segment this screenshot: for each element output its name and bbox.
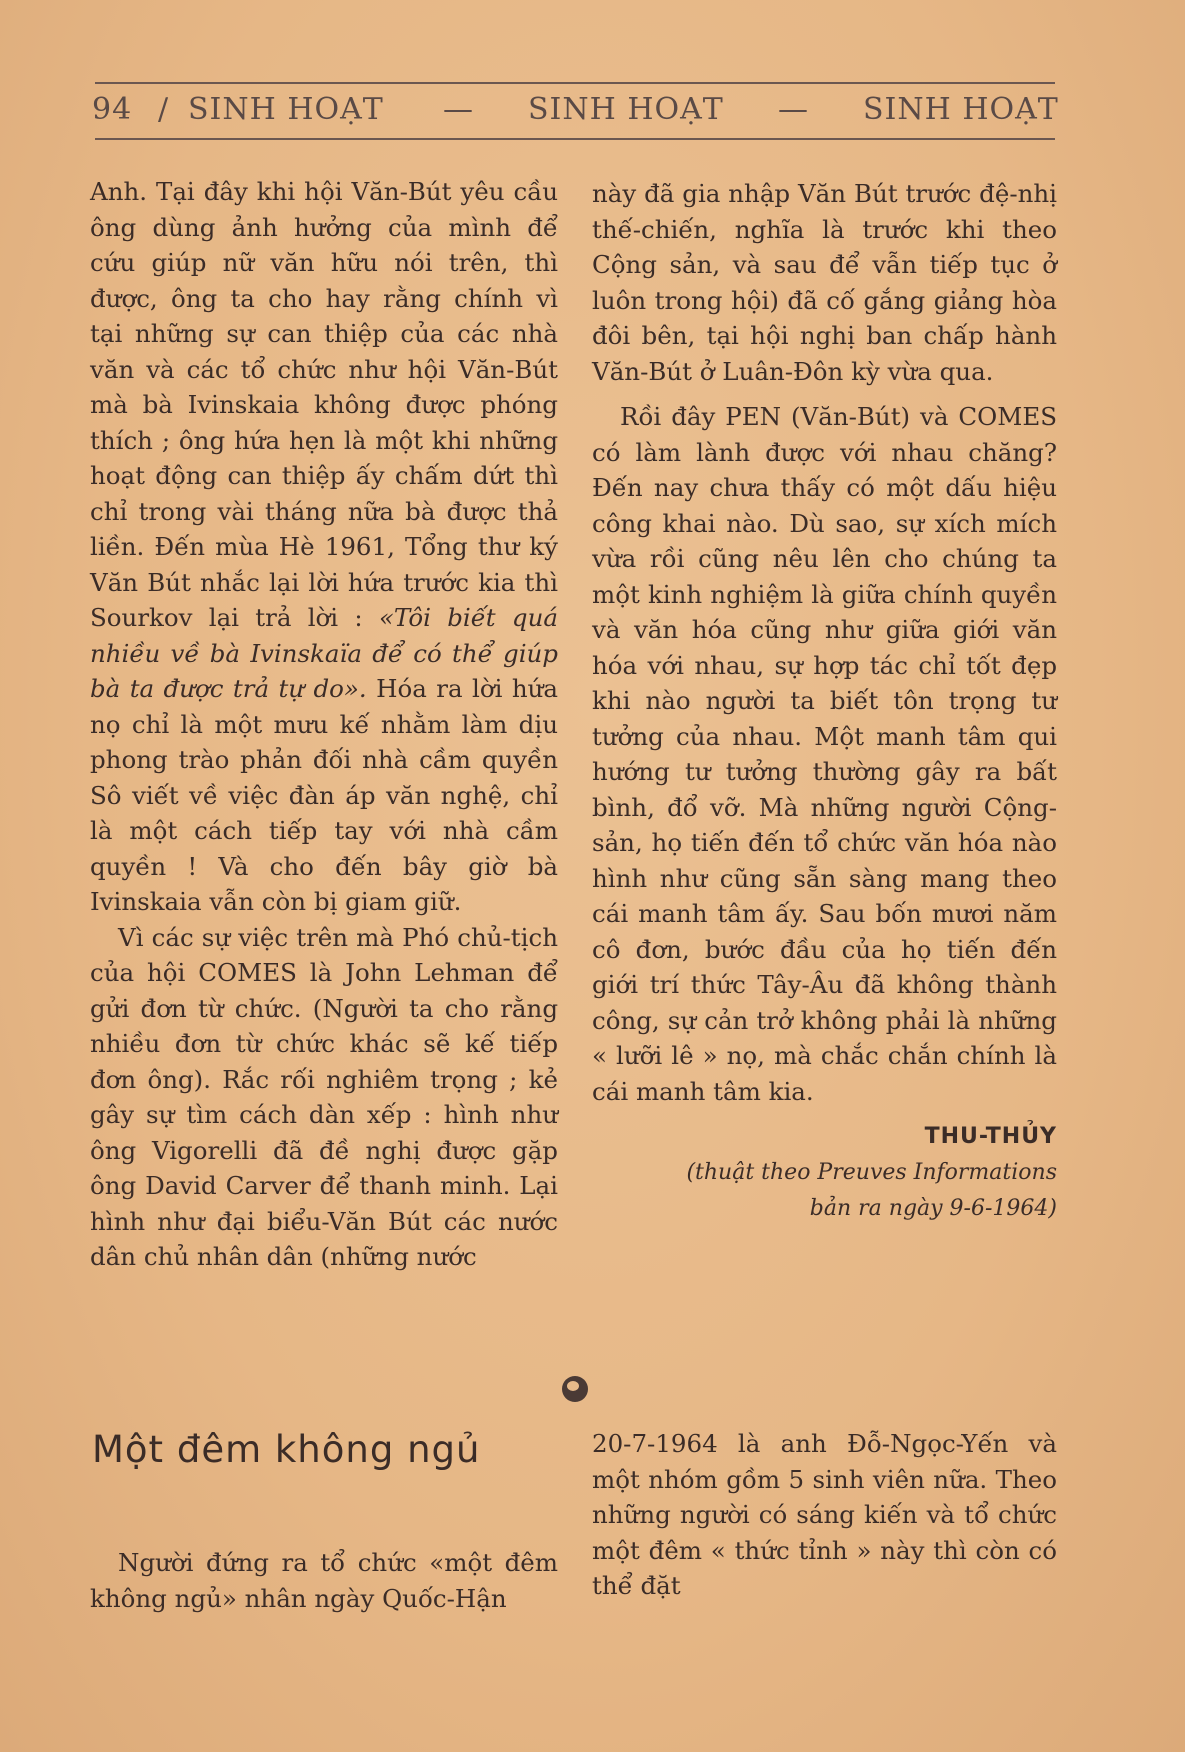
article-title: Một đêm không ngủ — [92, 1428, 481, 1471]
left-paragraph-2: Vì các sự việc trên mà Phó chủ-tịch của hội COMES là John Lehman để gửi đơn từ chức. (Người ta cho rằng nhiều đơn từ chức khác sẽ kế tiếp đơn ông). Rắc rối nghiêm trọng ; kẻ gây sự tìm cách dàn xếp : hình như ông Vigorelli đã đề nghị được gặp ông David Carver để thanh minh. Lại hình như đại biểu-Văn Bút các nước dân chủ nhân dân (những nước — [90, 922, 558, 1271]
header-top-rule — [95, 82, 1055, 84]
left-column — [90, 174, 558, 1275]
article-2-right-paragraph: 20-7-1964 là anh Đỗ-Ngọc-Yến và một nhóm gồm 5 sinh viên nữa. Theo những người có sáng kiến và tổ chức một đêm « thức tỉnh » này thì còn có thể đặt — [592, 1429, 1057, 1600]
article-2-left-paragraph: Người đứng ra tổ chức «một đêm không ngủ» nhân ngày Quốc-Hận — [90, 1548, 558, 1613]
left-paragraph-1-end: Hóa ra lời hứa nọ chỉ là một mưu kế nhằm làm dịu phong trào phản đối nhà cầm quyền Sô viết về việc đàn áp văn nghệ, chỉ là một cách tiếp tay với nhà cầm quyền ! Và cho đến bây giờ bà Ivinskaia vẫn còn bị giam giữ. — [90, 674, 558, 916]
right-paragraph-2: Rồi đây PEN (Văn-Bút) và COMES có làm lành được với nhau chăng? Đến nay chưa thấy có một dấu hiệu công khai nào. Dù sao, sự xích mích vừa rồi cũng nêu lên cho chúng ta một kinh nghiệm là giữa chính quyền và văn hóa cũng như giữa giới văn hóa với nhau, sự hợp tác chỉ tốt đẹp khi nào người ta biết tôn trọng tư tưởng của nhau. Một manh tâm qui hướng tư tưởng thường gây ra bất bình, đổ vỡ. Mà những người Cộng-sản, họ tiến đến tổ chức văn hóa nào hình như cũng sẵn sàng mang theo cái manh tâm ấy. Sau bốn mươi năm cô đơn, bước đầu của họ tiến đến giới trí thức Tây-Âu đã không thành công, sự cản trở không phải là những « lưỡi lê » nọ, mà chắc chắn chính là cái manh tâm kia. — [592, 402, 1057, 1106]
running-header — [88, 92, 1058, 132]
left-paragraph-1-start: Anh. Tại đây khi hội Văn-Bút yêu cầu ông dùng ảnh hưởng của mình để cứu giúp nữ văn hữu nói trên, thì được, ông ta cho hay rằng chính vì tại những sự can thiệp của các nhà văn và các tổ chức như hội Văn-Bút mà bà Ivinskaia không được phóng thích ; ông hứa hẹn là một khi những hoạt động can thiệp ấy chấm dứt thì chỉ trong vài tháng nữa bà được thả liền. Đến mùa Hè 1961, Tổng thư ký Văn Bút nhắc lại lời hứa trước kia thì Sourkov lại trả lời : — [90, 177, 558, 632]
article-2-right-column — [592, 1426, 1057, 1604]
article-2-left-column — [90, 1545, 558, 1616]
header-slash: / — [158, 92, 170, 127]
source-line-1: (thuật theo Preuves Informations — [686, 1159, 1057, 1185]
header-section-1: SINH HOẠT — [188, 92, 384, 127]
left-paragraph-1 — [90, 174, 558, 920]
header-dash-2: — — [778, 92, 809, 127]
header-dash-1: — — [443, 92, 474, 127]
header-section-3: SINH HOẠT — [863, 92, 1059, 127]
right-paragraph-1: này đã gia nhập Văn Bút trước đệ-nhị thế-chiến, nghĩa là trước khi theo Cộng sản, và sau để vẫn tiếp tục ở luôn trong hội) đã cố gắng giảng hòa đôi bên, tại hội nghị ban chấp hành Văn-Bút ở Luân-Đôn kỳ vừa qua. — [592, 179, 1057, 386]
page-number: 94 — [92, 92, 133, 127]
source-line-2: bản ra ngày 9-6-1964) — [809, 1195, 1057, 1221]
author-signature: THU-THỦY — [924, 1124, 1057, 1149]
header-section-2: SINH HOẠT — [528, 92, 724, 127]
right-column — [592, 176, 1057, 1227]
sourkov-quote: «Tôi biết quá nhiều về bà Ivinskaïa để có thể giúp bà ta được trả tự do». — [90, 603, 558, 703]
section-divider-ornament-icon — [562, 1376, 588, 1402]
header-bottom-rule — [95, 138, 1055, 140]
